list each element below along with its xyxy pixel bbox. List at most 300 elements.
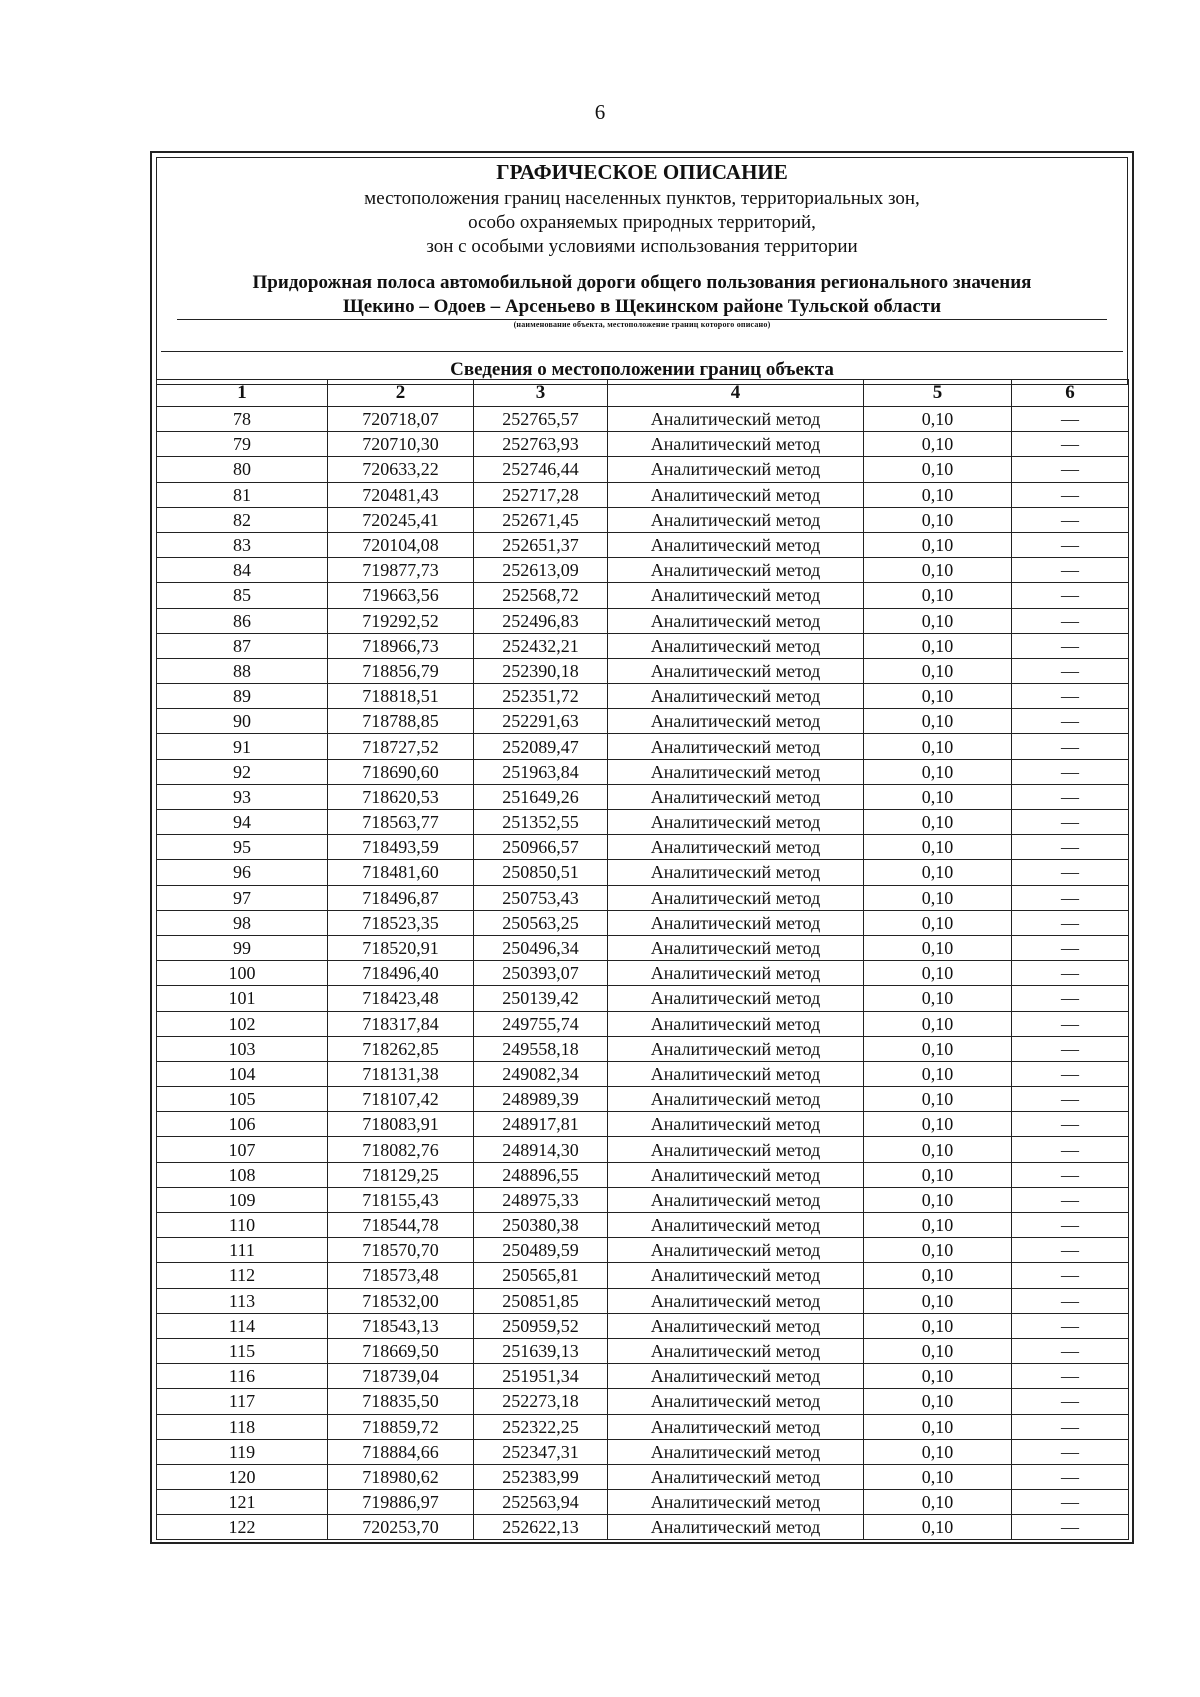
accuracy-cell: 0,10	[864, 1313, 1012, 1338]
boundary-coordinates-table	[156, 379, 1129, 1540]
table-row	[157, 986, 1129, 1011]
point-number-cell: 101	[157, 986, 328, 1011]
accuracy-cell: 0,10	[864, 1187, 1012, 1212]
description-cell: —	[1012, 1187, 1129, 1212]
accuracy-cell: 0,10	[864, 482, 1012, 507]
description-cell: —	[1012, 1338, 1129, 1363]
point-number-cell: 105	[157, 1087, 328, 1112]
method-cell: Аналитический метод	[608, 507, 864, 532]
method-cell: Аналитический метод	[608, 1439, 864, 1464]
point-number-cell: 79	[157, 432, 328, 457]
method-cell: Аналитический метод	[608, 658, 864, 683]
description-cell: —	[1012, 1087, 1129, 1112]
point-number-cell: 107	[157, 1137, 328, 1162]
x-coordinate-cell: 719292,52	[328, 608, 474, 633]
description-cell: —	[1012, 1389, 1129, 1414]
accuracy-cell: 0,10	[864, 1162, 1012, 1187]
column-header: 3	[474, 380, 608, 407]
x-coordinate-cell: 718131,38	[328, 1061, 474, 1086]
y-coordinate-cell: 250959,52	[474, 1313, 608, 1338]
point-number-cell: 95	[157, 835, 328, 860]
method-cell: Аналитический метод	[608, 407, 864, 432]
point-number-cell: 81	[157, 482, 328, 507]
y-coordinate-cell: 250966,57	[474, 835, 608, 860]
y-coordinate-cell: 250489,59	[474, 1238, 608, 1263]
section-title: Сведения о местоположении границ объекта	[450, 359, 834, 380]
point-number-cell: 97	[157, 885, 328, 910]
x-coordinate-cell: 719886,97	[328, 1490, 474, 1515]
description-cell: —	[1012, 860, 1129, 885]
method-cell: Аналитический метод	[608, 1414, 864, 1439]
y-coordinate-cell: 252568,72	[474, 583, 608, 608]
accuracy-cell: 0,10	[864, 558, 1012, 583]
method-cell: Аналитический метод	[608, 1036, 864, 1061]
accuracy-cell: 0,10	[864, 1490, 1012, 1515]
point-number-cell: 117	[157, 1389, 328, 1414]
point-number-cell: 116	[157, 1364, 328, 1389]
accuracy-cell: 0,10	[864, 1238, 1012, 1263]
subtitle-line-1: местоположения границ населенных пунктов, территориальных зон,	[364, 188, 920, 209]
x-coordinate-cell: 718493,59	[328, 835, 474, 860]
point-number-cell: 83	[157, 532, 328, 557]
x-coordinate-cell: 718083,91	[328, 1112, 474, 1137]
point-number-cell: 93	[157, 784, 328, 809]
y-coordinate-cell: 250753,43	[474, 885, 608, 910]
point-number-cell: 108	[157, 1162, 328, 1187]
description-cell: —	[1012, 1137, 1129, 1162]
subtitle-line-2: особо охраняемых природных территорий,	[468, 212, 816, 233]
accuracy-cell: 0,10	[864, 810, 1012, 835]
description-cell: —	[1012, 759, 1129, 784]
point-number-cell: 88	[157, 658, 328, 683]
accuracy-cell: 0,10	[864, 407, 1012, 432]
description-cell: —	[1012, 734, 1129, 759]
method-cell: Аналитический метод	[608, 532, 864, 557]
x-coordinate-cell: 718570,70	[328, 1238, 474, 1263]
method-cell: Аналитический метод	[608, 432, 864, 457]
table-row	[157, 1087, 1129, 1112]
x-coordinate-cell: 719877,73	[328, 558, 474, 583]
y-coordinate-cell: 250563,25	[474, 910, 608, 935]
x-coordinate-cell: 718082,76	[328, 1137, 474, 1162]
table-row	[157, 532, 1129, 557]
method-cell: Аналитический метод	[608, 1137, 864, 1162]
accuracy-cell: 0,10	[864, 1364, 1012, 1389]
method-cell: Аналитический метод	[608, 709, 864, 734]
y-coordinate-cell: 249082,34	[474, 1061, 608, 1086]
accuracy-cell: 0,10	[864, 759, 1012, 784]
y-coordinate-cell: 248896,55	[474, 1162, 608, 1187]
point-number-cell: 87	[157, 633, 328, 658]
description-cell: —	[1012, 658, 1129, 683]
table-row	[157, 1515, 1129, 1540]
table-row	[157, 961, 1129, 986]
y-coordinate-cell: 252291,63	[474, 709, 608, 734]
x-coordinate-cell: 718739,04	[328, 1364, 474, 1389]
description-cell: —	[1012, 1414, 1129, 1439]
table-row	[157, 583, 1129, 608]
x-coordinate-cell: 718620,53	[328, 784, 474, 809]
table-row	[157, 1187, 1129, 1212]
table-row	[157, 633, 1129, 658]
y-coordinate-cell: 248989,39	[474, 1087, 608, 1112]
point-number-cell: 102	[157, 1011, 328, 1036]
table-row	[157, 457, 1129, 482]
point-number-cell: 84	[157, 558, 328, 583]
x-coordinate-cell: 718856,79	[328, 658, 474, 683]
description-cell: —	[1012, 709, 1129, 734]
table-row	[157, 860, 1129, 885]
accuracy-cell: 0,10	[864, 709, 1012, 734]
table-row	[157, 709, 1129, 734]
y-coordinate-cell: 252563,94	[474, 1490, 608, 1515]
object-name-line-2: Щекино – Одоев – Арсеньево в Щекинском районе Тульской области	[342, 296, 942, 317]
x-coordinate-cell: 718818,51	[328, 684, 474, 709]
point-number-cell: 80	[157, 457, 328, 482]
method-cell: Аналитический метод	[608, 583, 864, 608]
table-row	[157, 810, 1129, 835]
point-number-cell: 78	[157, 407, 328, 432]
table-row	[157, 1137, 1129, 1162]
x-coordinate-cell: 718544,78	[328, 1213, 474, 1238]
y-coordinate-cell: 249558,18	[474, 1036, 608, 1061]
method-cell: Аналитический метод	[608, 885, 864, 910]
x-coordinate-cell: 720104,08	[328, 532, 474, 557]
table-row	[157, 432, 1129, 457]
y-coordinate-cell: 252322,25	[474, 1414, 608, 1439]
x-coordinate-cell: 718884,66	[328, 1439, 474, 1464]
x-coordinate-cell: 718788,85	[328, 709, 474, 734]
table-header-row	[157, 380, 1129, 407]
point-number-cell: 89	[157, 684, 328, 709]
table-row	[157, 482, 1129, 507]
accuracy-cell: 0,10	[864, 507, 1012, 532]
description-cell: —	[1012, 407, 1129, 432]
point-number-cell: 91	[157, 734, 328, 759]
accuracy-cell: 0,10	[864, 1439, 1012, 1464]
y-coordinate-cell: 252383,99	[474, 1464, 608, 1489]
method-cell: Аналитический метод	[608, 759, 864, 784]
accuracy-cell: 0,10	[864, 1414, 1012, 1439]
y-coordinate-cell: 252347,31	[474, 1439, 608, 1464]
accuracy-cell: 0,10	[864, 961, 1012, 986]
accuracy-cell: 0,10	[864, 835, 1012, 860]
method-cell: Аналитический метод	[608, 1288, 864, 1313]
y-coordinate-cell: 252613,09	[474, 558, 608, 583]
document-title: ГРАФИЧЕСКОЕ ОПИСАНИЕ	[496, 160, 788, 184]
description-cell: —	[1012, 961, 1129, 986]
accuracy-cell: 0,10	[864, 658, 1012, 683]
point-number-cell: 103	[157, 1036, 328, 1061]
x-coordinate-cell: 718155,43	[328, 1187, 474, 1212]
point-number-cell: 110	[157, 1213, 328, 1238]
accuracy-cell: 0,10	[864, 1263, 1012, 1288]
table-row	[157, 1439, 1129, 1464]
accuracy-cell: 0,10	[864, 1112, 1012, 1137]
y-coordinate-cell: 252496,83	[474, 608, 608, 633]
description-cell: —	[1012, 1112, 1129, 1137]
accuracy-cell: 0,10	[864, 633, 1012, 658]
description-cell: —	[1012, 1061, 1129, 1086]
x-coordinate-cell: 718859,72	[328, 1414, 474, 1439]
description-cell: —	[1012, 457, 1129, 482]
table-row	[157, 1338, 1129, 1363]
table-row	[157, 1061, 1129, 1086]
method-cell: Аналитический метод	[608, 1338, 864, 1363]
point-number-cell: 85	[157, 583, 328, 608]
accuracy-cell: 0,10	[864, 885, 1012, 910]
point-number-cell: 120	[157, 1464, 328, 1489]
x-coordinate-cell: 718532,00	[328, 1288, 474, 1313]
description-cell: —	[1012, 810, 1129, 835]
description-cell: —	[1012, 507, 1129, 532]
x-coordinate-cell: 718481,60	[328, 860, 474, 885]
accuracy-cell: 0,10	[864, 1288, 1012, 1313]
method-cell: Аналитический метод	[608, 482, 864, 507]
x-coordinate-cell: 718727,52	[328, 734, 474, 759]
description-cell: —	[1012, 910, 1129, 935]
method-cell: Аналитический метод	[608, 1515, 864, 1540]
x-coordinate-cell: 718543,13	[328, 1313, 474, 1338]
y-coordinate-cell: 252273,18	[474, 1389, 608, 1414]
point-number-cell: 98	[157, 910, 328, 935]
method-cell: Аналитический метод	[608, 1061, 864, 1086]
description-cell: —	[1012, 532, 1129, 557]
accuracy-cell: 0,10	[864, 608, 1012, 633]
point-number-cell: 86	[157, 608, 328, 633]
point-number-cell: 99	[157, 935, 328, 960]
accuracy-cell: 0,10	[864, 1137, 1012, 1162]
point-number-cell: 104	[157, 1061, 328, 1086]
header-box	[156, 157, 1128, 385]
y-coordinate-cell: 250139,42	[474, 986, 608, 1011]
accuracy-cell: 0,10	[864, 1338, 1012, 1363]
table-row	[157, 1011, 1129, 1036]
document-frame	[150, 151, 1134, 1544]
point-number-cell: 92	[157, 759, 328, 784]
accuracy-cell: 0,10	[864, 432, 1012, 457]
x-coordinate-cell: 720253,70	[328, 1515, 474, 1540]
table-row	[157, 1263, 1129, 1288]
accuracy-cell: 0,10	[864, 734, 1012, 759]
method-cell: Аналитический метод	[608, 1011, 864, 1036]
y-coordinate-cell: 251352,55	[474, 810, 608, 835]
table-row	[157, 1213, 1129, 1238]
x-coordinate-cell: 718107,42	[328, 1087, 474, 1112]
method-cell: Аналитический метод	[608, 1213, 864, 1238]
y-coordinate-cell: 248917,81	[474, 1112, 608, 1137]
accuracy-cell: 0,10	[864, 1061, 1012, 1086]
point-number-cell: 94	[157, 810, 328, 835]
method-cell: Аналитический метод	[608, 558, 864, 583]
method-cell: Аналитический метод	[608, 1187, 864, 1212]
point-number-cell: 111	[157, 1238, 328, 1263]
y-coordinate-cell: 252651,37	[474, 532, 608, 557]
point-number-cell: 112	[157, 1263, 328, 1288]
x-coordinate-cell: 718129,25	[328, 1162, 474, 1187]
point-number-cell: 96	[157, 860, 328, 885]
method-cell: Аналитический метод	[608, 961, 864, 986]
method-cell: Аналитический метод	[608, 1389, 864, 1414]
method-cell: Аналитический метод	[608, 810, 864, 835]
x-coordinate-cell: 718496,87	[328, 885, 474, 910]
accuracy-cell: 0,10	[864, 684, 1012, 709]
description-cell: —	[1012, 885, 1129, 910]
y-coordinate-cell: 252763,93	[474, 432, 608, 457]
point-number-cell: 119	[157, 1439, 328, 1464]
table-row	[157, 507, 1129, 532]
y-coordinate-cell: 248975,33	[474, 1187, 608, 1212]
point-number-cell: 113	[157, 1288, 328, 1313]
method-cell: Аналитический метод	[608, 935, 864, 960]
x-coordinate-cell: 718496,40	[328, 961, 474, 986]
method-cell: Аналитический метод	[608, 1490, 864, 1515]
table-row	[157, 1364, 1129, 1389]
accuracy-cell: 0,10	[864, 784, 1012, 809]
y-coordinate-cell: 252089,47	[474, 734, 608, 759]
description-cell: —	[1012, 1464, 1129, 1489]
method-cell: Аналитический метод	[608, 835, 864, 860]
x-coordinate-cell: 718690,60	[328, 759, 474, 784]
x-coordinate-cell: 719663,56	[328, 583, 474, 608]
accuracy-cell: 0,10	[864, 1087, 1012, 1112]
description-cell: —	[1012, 633, 1129, 658]
accuracy-cell: 0,10	[864, 457, 1012, 482]
method-cell: Аналитический метод	[608, 734, 864, 759]
method-cell: Аналитический метод	[608, 1238, 864, 1263]
table-row	[157, 1389, 1129, 1414]
description-cell: —	[1012, 608, 1129, 633]
table-row	[157, 1288, 1129, 1313]
column-header: 4	[608, 380, 864, 407]
point-number-cell: 82	[157, 507, 328, 532]
column-header: 2	[328, 380, 474, 407]
x-coordinate-cell: 718563,77	[328, 810, 474, 835]
accuracy-cell: 0,10	[864, 1213, 1012, 1238]
x-coordinate-cell: 718523,35	[328, 910, 474, 935]
accuracy-cell: 0,10	[864, 910, 1012, 935]
column-header: 5	[864, 380, 1012, 407]
description-cell: —	[1012, 1263, 1129, 1288]
table-row	[157, 784, 1129, 809]
method-cell: Аналитический метод	[608, 1364, 864, 1389]
description-cell: —	[1012, 1313, 1129, 1338]
accuracy-cell: 0,10	[864, 935, 1012, 960]
method-cell: Аналитический метод	[608, 1162, 864, 1187]
accuracy-cell: 0,10	[864, 1515, 1012, 1540]
x-coordinate-cell: 718262,85	[328, 1036, 474, 1061]
accuracy-cell: 0,10	[864, 1389, 1012, 1414]
x-coordinate-cell: 718980,62	[328, 1464, 474, 1489]
table-row	[157, 1036, 1129, 1061]
x-coordinate-cell: 720710,30	[328, 432, 474, 457]
table-row	[157, 1414, 1129, 1439]
description-cell: —	[1012, 1288, 1129, 1313]
accuracy-cell: 0,10	[864, 1011, 1012, 1036]
y-coordinate-cell: 252717,28	[474, 482, 608, 507]
description-cell: —	[1012, 1162, 1129, 1187]
table-row	[157, 558, 1129, 583]
y-coordinate-cell: 251951,34	[474, 1364, 608, 1389]
point-number-cell: 100	[157, 961, 328, 986]
table-row	[157, 1112, 1129, 1137]
table-row	[157, 684, 1129, 709]
accuracy-cell: 0,10	[864, 1464, 1012, 1489]
y-coordinate-cell: 250851,85	[474, 1288, 608, 1313]
method-cell: Аналитический метод	[608, 1087, 864, 1112]
description-cell: —	[1012, 1238, 1129, 1263]
table-body	[157, 407, 1129, 1540]
table-row	[157, 935, 1129, 960]
point-number-cell: 109	[157, 1187, 328, 1212]
point-number-cell: 118	[157, 1414, 328, 1439]
method-cell: Аналитический метод	[608, 910, 864, 935]
point-number-cell: 106	[157, 1112, 328, 1137]
x-coordinate-cell: 718317,84	[328, 1011, 474, 1036]
description-cell: —	[1012, 583, 1129, 608]
y-coordinate-cell: 252390,18	[474, 658, 608, 683]
description-cell: —	[1012, 1490, 1129, 1515]
description-cell: —	[1012, 1036, 1129, 1061]
point-number-cell: 90	[157, 709, 328, 734]
description-cell: —	[1012, 1364, 1129, 1389]
method-cell: Аналитический метод	[608, 1464, 864, 1489]
description-cell: —	[1012, 935, 1129, 960]
y-coordinate-cell: 251649,26	[474, 784, 608, 809]
description-cell: —	[1012, 432, 1129, 457]
point-number-cell: 122	[157, 1515, 328, 1540]
table-row	[157, 1313, 1129, 1338]
method-cell: Аналитический метод	[608, 1112, 864, 1137]
y-coordinate-cell: 252432,21	[474, 633, 608, 658]
description-cell: —	[1012, 558, 1129, 583]
accuracy-cell: 0,10	[864, 532, 1012, 557]
accuracy-cell: 0,10	[864, 860, 1012, 885]
x-coordinate-cell: 720633,22	[328, 457, 474, 482]
y-coordinate-cell: 250380,38	[474, 1213, 608, 1238]
table-row	[157, 910, 1129, 935]
table-row	[157, 885, 1129, 910]
description-cell: —	[1012, 684, 1129, 709]
x-coordinate-cell: 718835,50	[328, 1389, 474, 1414]
y-coordinate-cell: 250393,07	[474, 961, 608, 986]
point-number-cell: 114	[157, 1313, 328, 1338]
table-row	[157, 1238, 1129, 1263]
table-row	[157, 1162, 1129, 1187]
column-header: 6	[1012, 380, 1129, 407]
y-coordinate-cell: 252746,44	[474, 457, 608, 482]
table-row	[157, 1490, 1129, 1515]
x-coordinate-cell: 718520,91	[328, 935, 474, 960]
subtitle-line-3: зон с особыми условиями использования территории	[426, 236, 858, 257]
table-row	[157, 759, 1129, 784]
y-coordinate-cell: 252765,57	[474, 407, 608, 432]
method-cell: Аналитический метод	[608, 1313, 864, 1338]
x-coordinate-cell: 720718,07	[328, 407, 474, 432]
x-coordinate-cell: 718966,73	[328, 633, 474, 658]
method-cell: Аналитический метод	[608, 986, 864, 1011]
y-coordinate-cell: 249755,74	[474, 1011, 608, 1036]
method-cell: Аналитический метод	[608, 608, 864, 633]
method-cell: Аналитический метод	[608, 860, 864, 885]
description-cell: —	[1012, 784, 1129, 809]
description-cell: —	[1012, 1213, 1129, 1238]
description-cell: —	[1012, 986, 1129, 1011]
description-cell: —	[1012, 1515, 1129, 1540]
method-cell: Аналитический метод	[608, 633, 864, 658]
x-coordinate-cell: 720245,41	[328, 507, 474, 532]
table-row	[157, 835, 1129, 860]
